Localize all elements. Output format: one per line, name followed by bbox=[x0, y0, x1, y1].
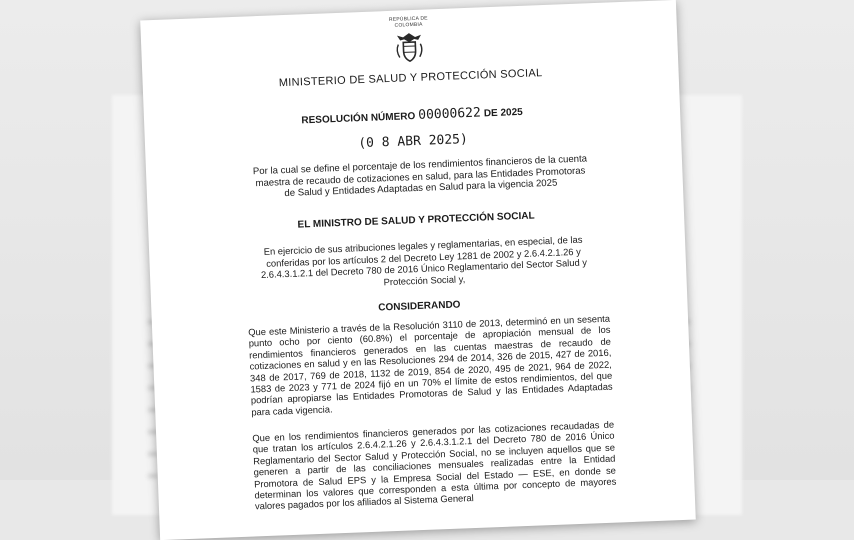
resolution-subject: Por la cual se define el porcentaje de los rendimientos financieros de la cuenta maestra de recaudo de cotizaciones en salud, para las Entidades Promotoras de Salud y Entidades Adaptadas en Salud para la vigencia 2025 bbox=[250, 153, 591, 201]
considerando-heading: CONSIDERANDO bbox=[151, 291, 687, 323]
ministry-name: MINISTERIO DE SALUD Y PROTECCIÓN SOCIAL bbox=[143, 62, 679, 95]
considerando-paragraph-2: Que en los rendimientos financieros generados por las cotizaciones recaudadas de que tratan los artículos 2.6.4.2.1.26 y 2.6.4.3.1.2.1 del Decreto 780 de 2016 Único Reglamentario del Sector Salud y Protección Social, no se incluyen aquellos que se generen a partir de las conciliaciones mensuales realizadas entre la Entidad Promotora de Salud EPS y la Empresa Social del Estado — ESE, en donde se determinan los valores que corresponden a esta última por concepto de mayores valores pagados por los afiliados al Sistema General bbox=[252, 419, 617, 513]
resolution-document bbox=[140, 0, 696, 540]
resolution-label: RESOLUCIÓN NÚMERO bbox=[301, 111, 415, 126]
resolution-date: (0 8 ABR 2025) bbox=[145, 124, 681, 160]
legal-powers-paragraph: En ejercicio de sus atribuciones legales y reglamentarias, en especial, de las conferidas por los artículos 2 del Decreto Ley 1281 de 2002 y 2.6.4.2.1.26 y 2.6.4.3.1.2.1 del Decreto 780 de 2016 Único Reglamentario del Sector Salud y Protección Social y, bbox=[245, 233, 603, 293]
resolution-number: 00000622 bbox=[418, 105, 481, 122]
seal-caption: REPÚBLICA DE COLOMBIA bbox=[378, 15, 438, 29]
colombia-coat-of-arms-icon bbox=[392, 30, 427, 65]
resolution-year: DE 2025 bbox=[484, 107, 523, 119]
seal bbox=[378, 15, 440, 65]
minister-heading: EL MINISTRO DE SALUD Y PROTECCIÓN SOCIAL bbox=[148, 205, 684, 237]
considerando-paragraph-1: Que este Ministerio a través de la Resolución 3110 de 2013, determinó en un sesenta punto ocho por ciento (60.8%) el porcentaje de apropiación mensual de los rendimientos financieros generados en las cuentas maestras de recaudo de cotizaciones en salud y en las Resoluciones 294 de 2014, 326 de 2015, 427 de 2016, 348 de 2017, 769 de 2018, 1132 de 2019, 854 de 2020, 495 de 2021, 964 de 2022, 1583 de 2023 y 771 de 2024 fijó en un 70% el límite de estos rendimientos, del que podrían apropiarse las Entidades Promotoras de Salud y las Entidades Adaptadas para cada vigencia. bbox=[248, 313, 613, 418]
